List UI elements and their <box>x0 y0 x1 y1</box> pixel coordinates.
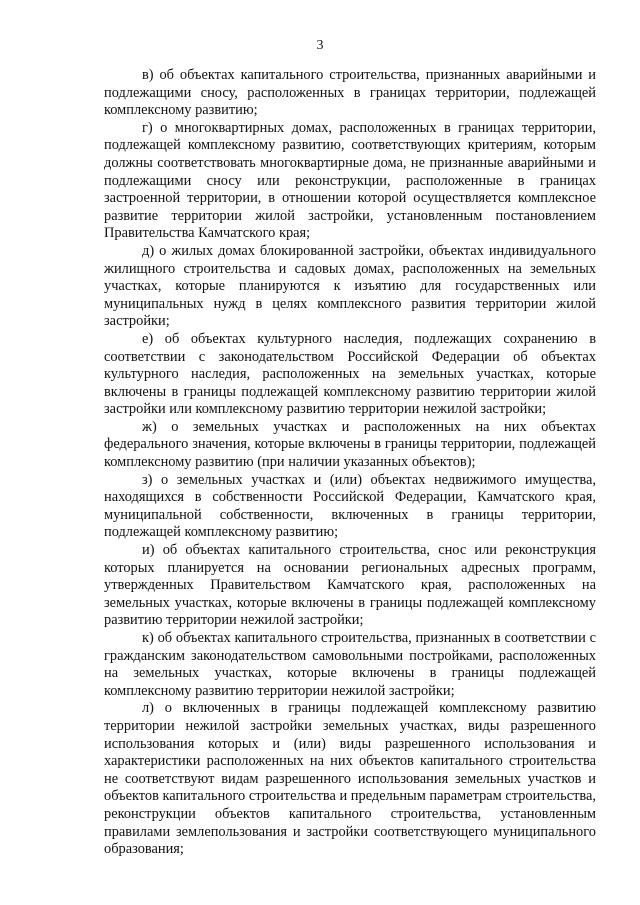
paragraph-e: е) об объектах культурного наследия, подлежащих сохранению в соответствии с законодательством Российской Федерации об объектах культурного наследия, расположенных на земельных участках, которые включены в границы подлежащей комплексному развитию территории жилой застройки или комплексному развитию территории нежилой застройки; <box>104 330 596 418</box>
paragraph-i: и) об объектах капитального строительства, снос или реконструкция которых планируется на основании региональных адресных программ, утвержденных Правительством Камчатского края, расположенных на земельных участках, которые включены в границы подлежащей комплексному развитию территории нежилой застройки; <box>104 542 596 629</box>
page-number: 3 <box>316 38 324 53</box>
paragraph-g: г) о многоквартирных домах, расположенных в границах территории, подлежащей комплексному развитию, соответствующих критериям, которым должны соответствовать многоквартирные дома, не признанные аварийными и подлежащими сносу или реконструкции, расположенные в границах застроенной территории, в отношении которой осуществляется комплексное развитие территории жилой застройки, установленным постановлением Правительства Камчатского края; <box>104 119 596 242</box>
paragraph-k: к) об объектах капитального строительства, признанных в соответствии с гражданским законодательством самовольными постройками, расположенных на земельных участках, которые включены в границы подлежащей комплексному развитию территории нежилой застройки; <box>104 630 596 699</box>
document-body <box>104 67 596 859</box>
paragraph-zh: ж) о земельных участках и расположенных на них объектах федерального значения, которые включены в границы территории, подлежащей комплексному развитию (при наличии указанных объектов); <box>104 418 596 471</box>
paragraph-z: з) о земельных участках и (или) объектах недвижимого имущества, находящихся в собственности Российской Федерации, Камчатского края, муниципальной собственности, включенных в границы территории, подлежащей комплексному развитию; <box>104 471 596 541</box>
paragraph-d: д) о жилых домах блокированной застройки, объектах индивидуального жилищного строительства и садовых домах, расположенных на земельных участках, которые планируются к изъятию для государственных или муниципальных нужд в целях комплексного развития территории жилой застройки; <box>104 242 596 330</box>
paragraph-l: л) о включенных в границы подлежащей комплексному развитию территории нежилой застройки земельных участках, виды разрешенного использования которых и (или) виды разрешенного использования и характеристики расположенных на них объектов капитального строительства не соответствуют видам разрешенного использования земельных участков и объектов капитального строительства и предельным параметрам строительства, реконструкции объектов капитального строительства, установленным правилами землепользования и застройки соответствующего муниципального образования; <box>104 700 596 858</box>
paragraph-v: в) об объектах капитального строительства, признанных аварийными и подлежащими сносу, расположенных в границах территории, подлежащей комплексному развитию; <box>104 67 596 119</box>
